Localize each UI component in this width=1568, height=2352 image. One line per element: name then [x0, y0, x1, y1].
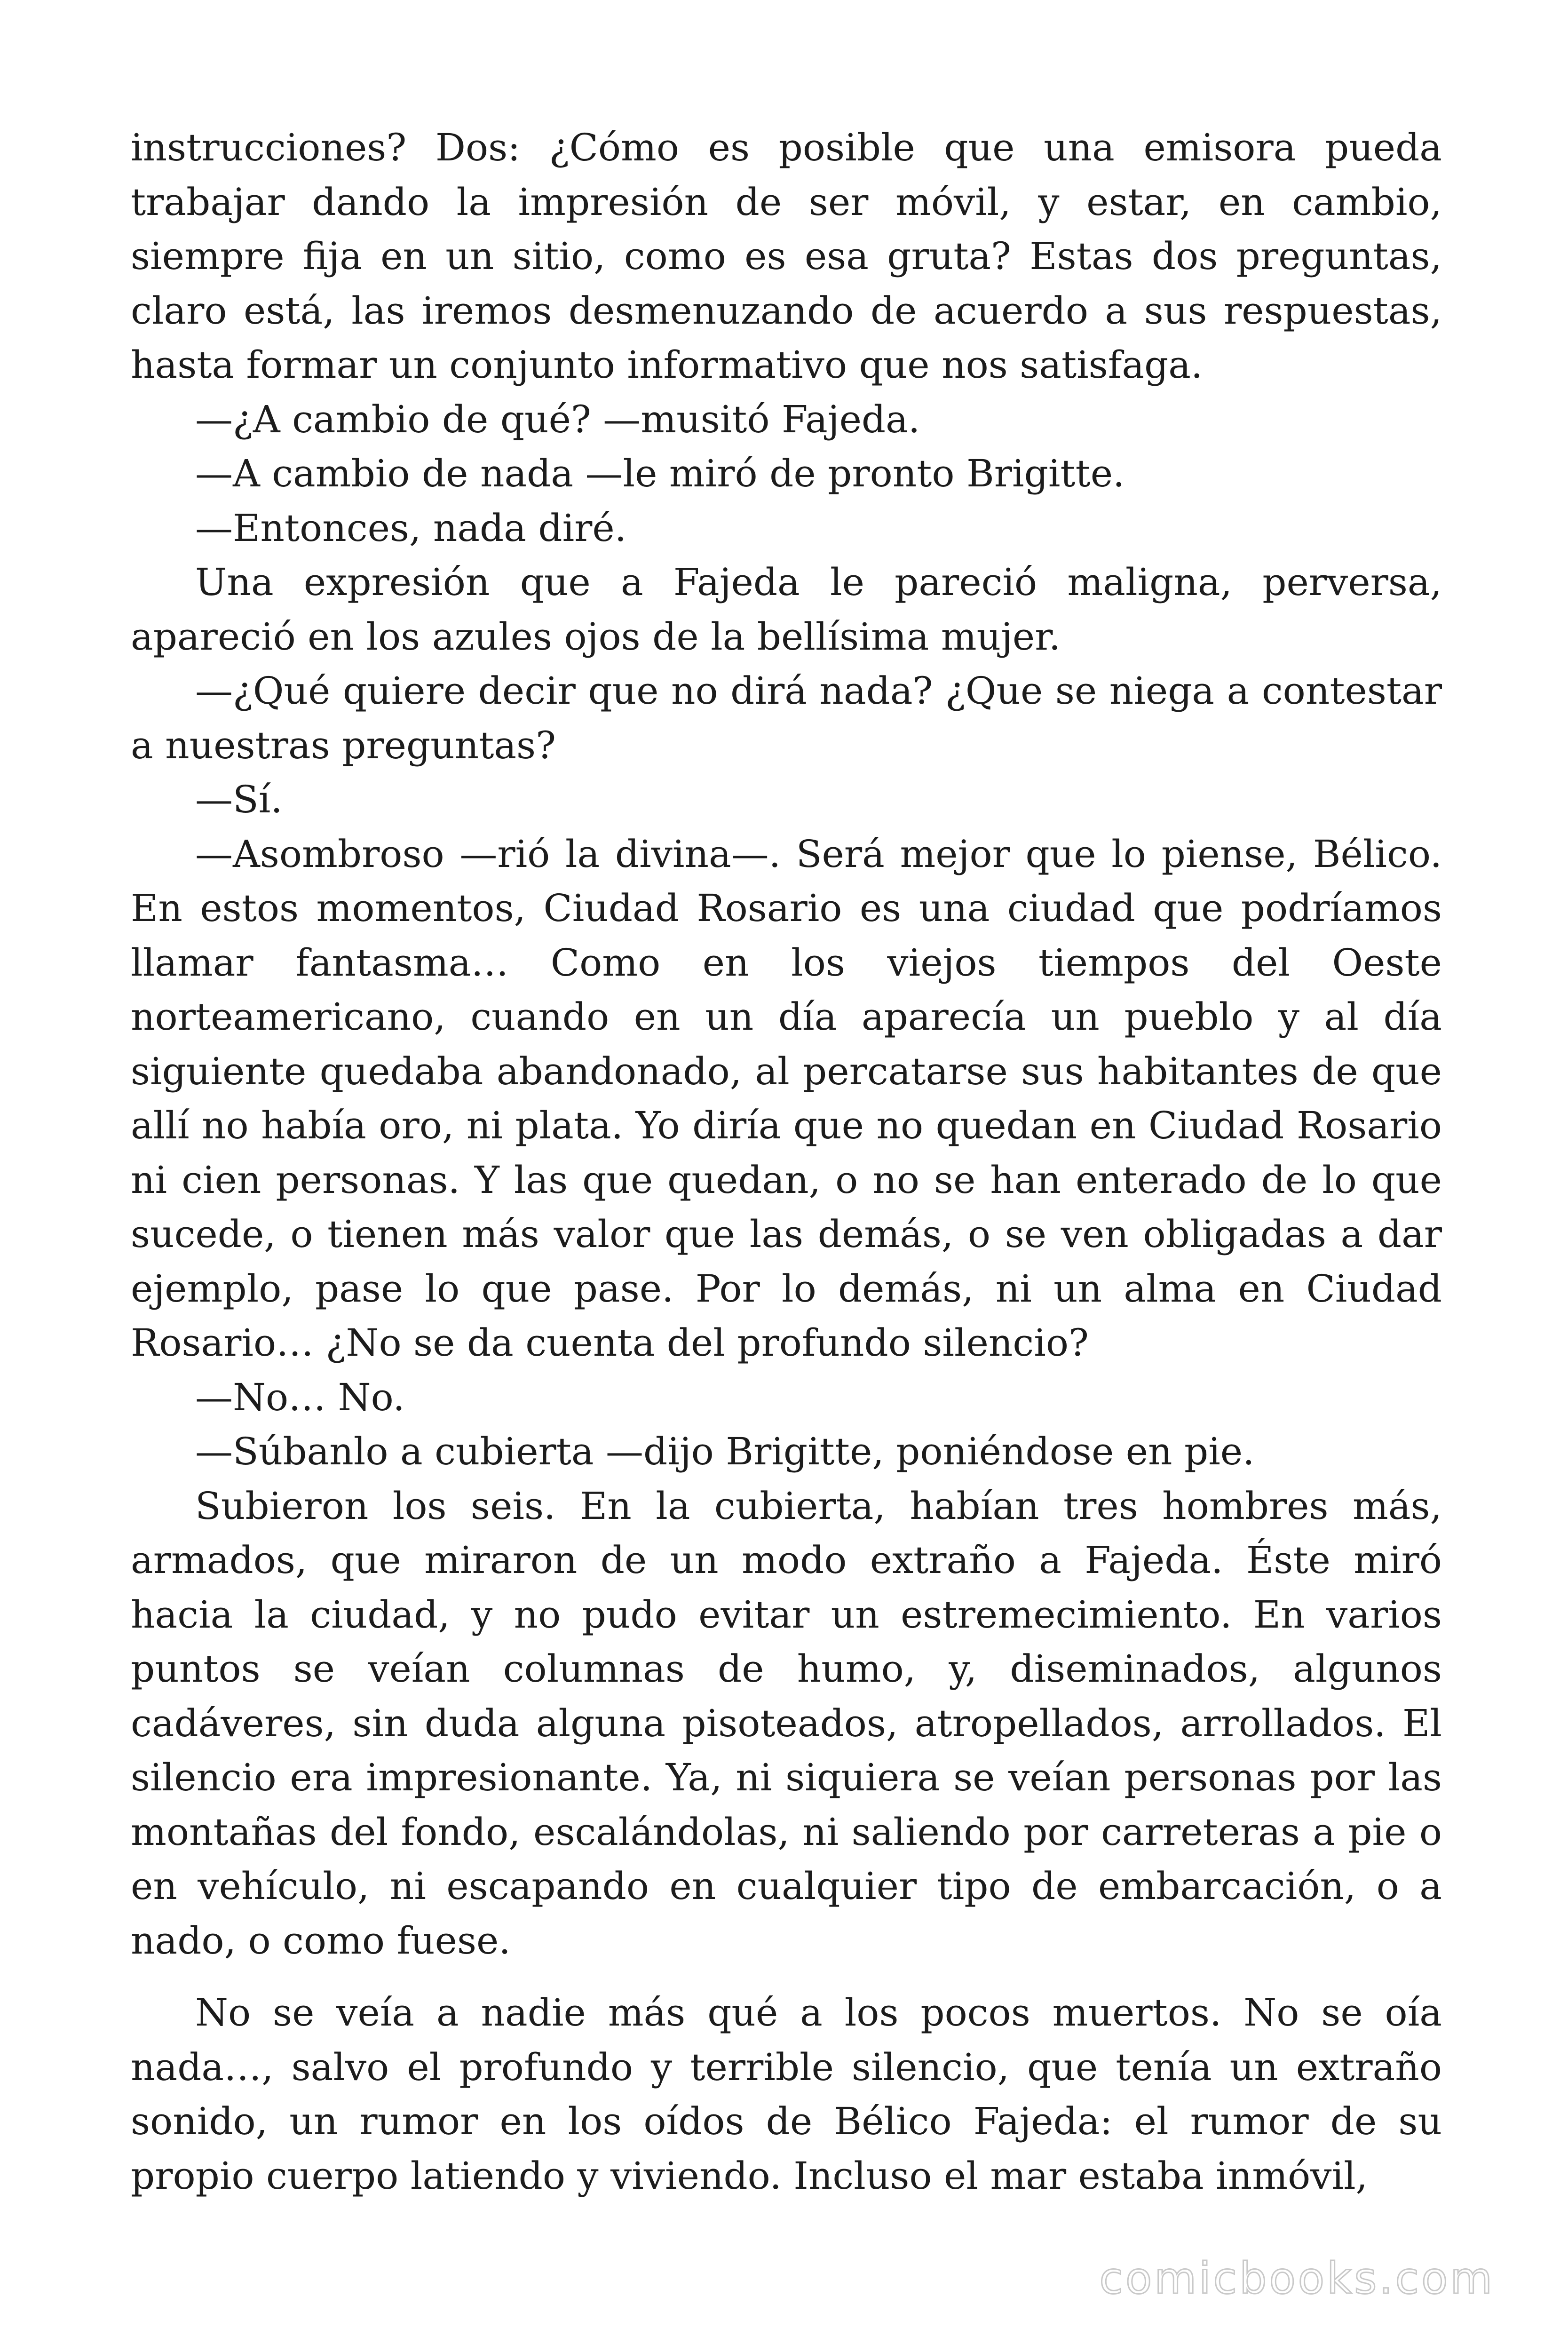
dialogue-line: —Entonces, nada diré.: [195, 506, 627, 550]
page-body: [131, 120, 1442, 2203]
dialogue-line: —¿Qué quiere decir que no dirá nada? ¿Que se niega a contestar a nuestras preguntas?: [131, 669, 1442, 767]
dialogue-line: —No… No.: [195, 1375, 405, 1419]
paragraph-continuation: instrucciones? Dos: ¿Cómo es posible que una emisora pueda trabajar dando la impresión de ser móvil, y estar, en cambio, siempre fija en un sitio, como es esa gruta? Estas dos preguntas, claro está, las iremos desmenuzando de acuerdo a sus respuestas, hasta formar un conjunto informativo que nos satisfaga.: [131, 126, 1442, 387]
paragraph: No se veía a nadie más qué a los pocos muertos. No se oía nada…, salvo el profundo y terrible silencio, que tenía un extraño sonido, un rumor en los oídos de Bélico Fajeda: el rumor de su propio cuerpo latiendo y viviendo. Incluso el mar estaba inmóvil,: [131, 1991, 1442, 2198]
paragraph: Una expresión que a Fajeda le pareció maligna, perversa, apareció en los azules ojos de la bellísima mujer.: [131, 560, 1442, 659]
dialogue-line: —Súbanlo a cubierta —dijo Brigitte, poniéndose en pie.: [195, 1430, 1255, 1473]
dialogue-line: —Sí.: [195, 778, 283, 821]
paragraph: Subieron los seis. En la cubierta, habían tres hombres más, armados, que miraron de un modo extraño a Fajeda. Éste miró hacia la ciudad, y no pudo evitar un estremecimiento. En varios puntos se veían columnas de humo, y, diseminados, algunos cadáveres, sin duda alguna pisoteados, atropellados, arrollados. El silencio era impresionante. Ya, ni siquiera se veían personas por las montañas del fondo, escalándolas, ni saliendo por carreteras a pie o en vehículo, ni escapando en cualquier tipo de embarcación, o a nado, o como fuese.: [131, 1484, 1442, 1963]
dialogue-line: —A cambio de nada —le miró de pronto Brigitte.: [195, 452, 1125, 495]
dialogue-line: —Asombroso —rió la divina—. Será mejor que lo piense, Bélico. En estos momentos, Ciudad Rosario es una ciudad que podríamos llamar fantasma… Como en los viejos tiempos del Oeste norteamericano, cuando en un día aparecía un pueblo y al día siguiente quedaba abandonado, al percatarse sus habitantes de que allí no había oro, ni plata. Yo diría que no quedan en Ciudad Rosario ni cien personas. Y las que quedan, o no se han enterado de lo que sucede, o tienen más valor que las demás, o se ven obligadas a dar ejemplo, pase lo que pase. Por lo demás, ni un alma en Ciudad Rosario… ¿No se da cuenta del profundo silencio?: [131, 832, 1442, 1365]
dialogue-line: —¿A cambio de qué? —musitó Fajeda.: [195, 397, 920, 441]
watermark-logo: comicbooks.com: [1099, 2253, 1495, 2304]
